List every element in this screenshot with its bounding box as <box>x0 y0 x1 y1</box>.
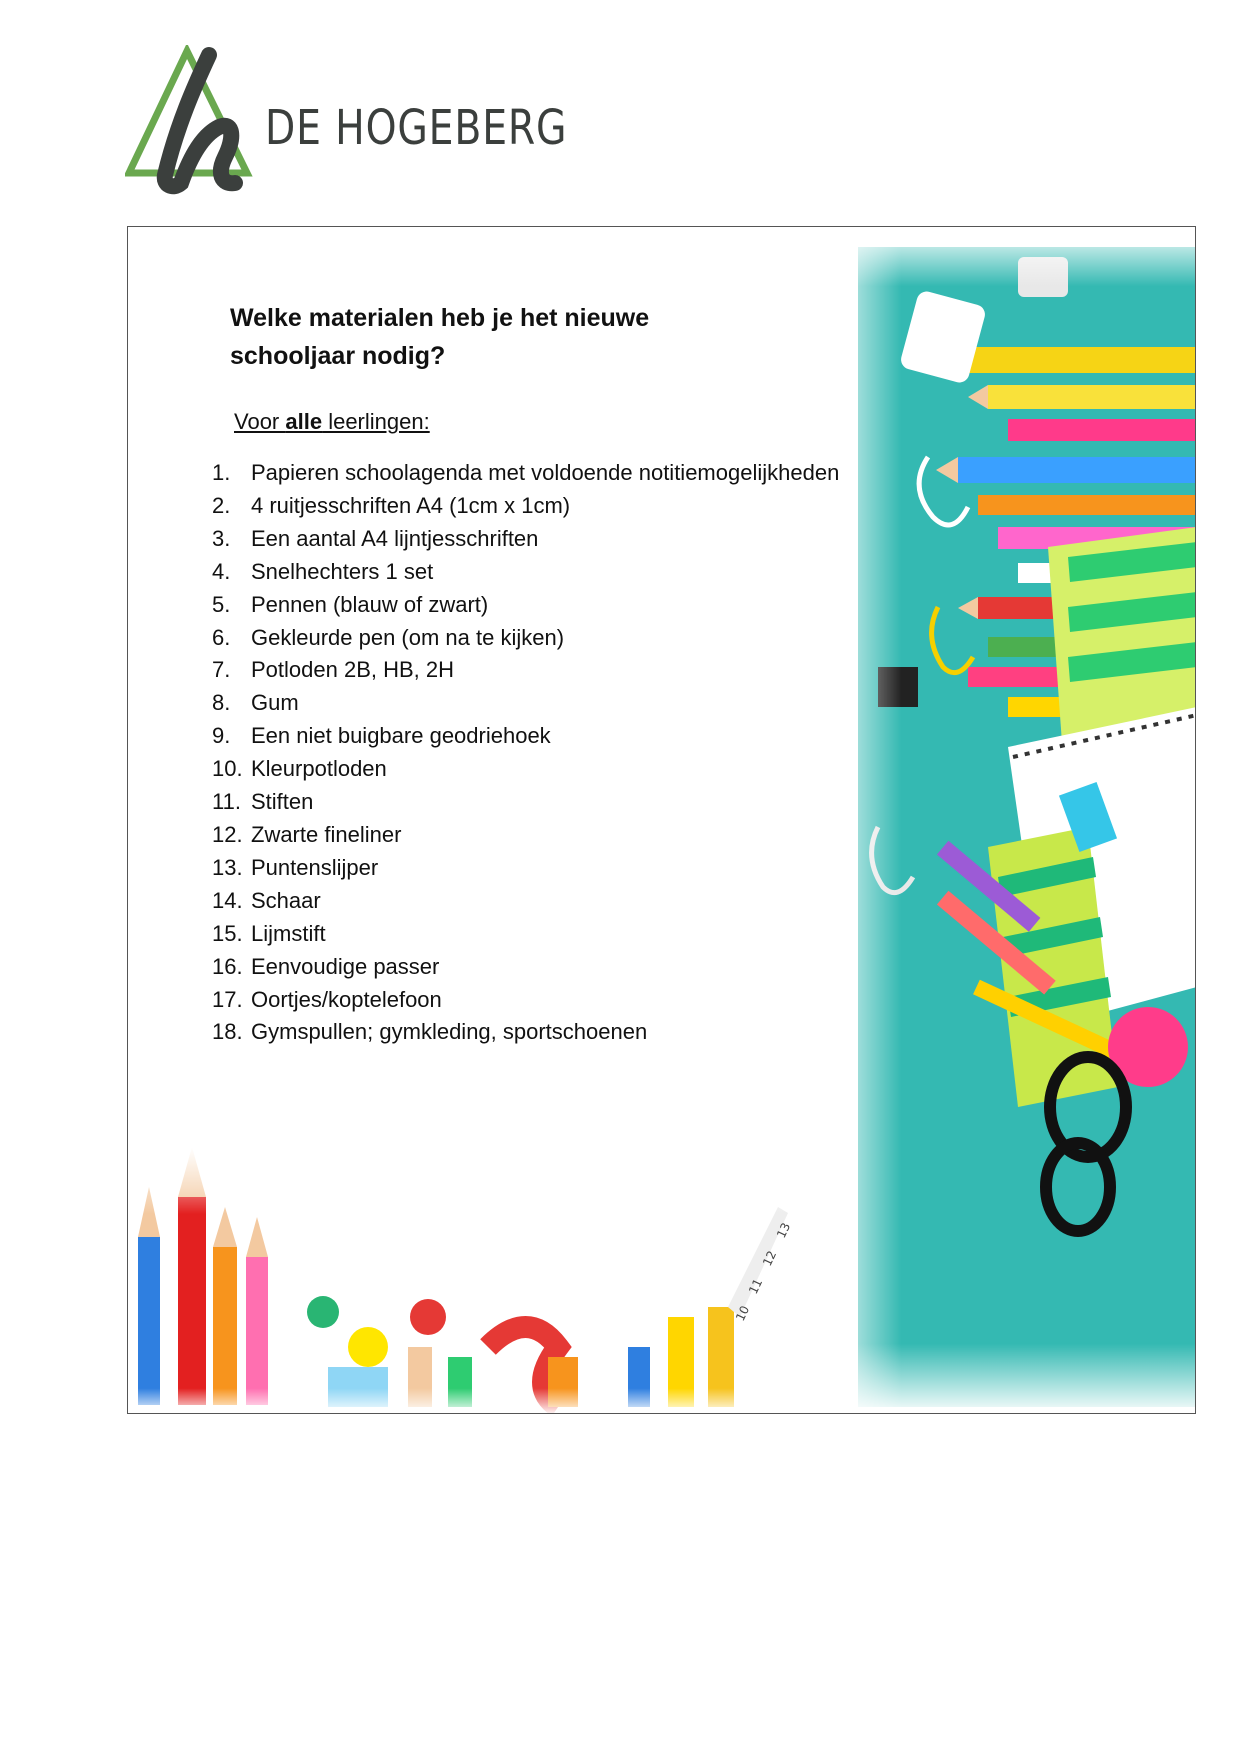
list-item <box>212 951 839 984</box>
list-item <box>212 819 839 852</box>
item-text: Schaar <box>251 887 321 913</box>
list-item <box>212 622 839 655</box>
brand-name: DE HOGEBERG <box>265 100 568 156</box>
list-item <box>212 457 839 490</box>
list-item <box>212 687 839 720</box>
item-number: 4. <box>212 558 231 584</box>
title-line: Welke materialen heb je het nieuwe <box>230 304 650 332</box>
item-text: Gekleurde pen (om na te kijken) <box>251 624 565 650</box>
item-text: Potloden 2B, HB, 2H <box>251 657 455 683</box>
item-text: Lijmstift <box>251 920 326 946</box>
list-item <box>212 523 839 556</box>
subhead-suffix: leerlingen: <box>322 409 430 434</box>
materials-sheet <box>127 226 1196 1414</box>
item-number: 7. <box>212 657 231 683</box>
item-number: 18. <box>212 1019 243 1045</box>
item-text: Zwarte fineliner <box>251 821 402 847</box>
list-item <box>212 720 839 753</box>
item-text: Snelhechters 1 set <box>251 558 434 584</box>
materials-list <box>212 457 839 1049</box>
list-item <box>212 1016 839 1049</box>
list-item <box>212 753 839 786</box>
item-text: Papieren schoolagenda met voldoende notitiemogelijkheden <box>251 460 840 485</box>
list-item <box>212 589 839 622</box>
page-title <box>230 299 750 375</box>
item-number: 13. <box>212 854 243 880</box>
item-number: 15. <box>212 920 243 946</box>
item-number: 11. <box>212 789 241 815</box>
item-text: Een aantal A4 lijntjesschriften <box>251 525 539 551</box>
item-text: Oortjes/koptelefoon <box>251 986 442 1012</box>
item-number: 1. <box>212 460 231 485</box>
list-item <box>212 852 839 885</box>
item-text: Stiften <box>251 789 314 815</box>
list-item <box>212 984 839 1017</box>
item-number: 2. <box>212 492 231 518</box>
list-item <box>212 918 839 951</box>
title-line: schooljaar nodig? <box>230 342 446 370</box>
item-text: Een niet buigbare geodriehoek <box>251 723 551 749</box>
list-item <box>212 654 839 687</box>
item-number: 14. <box>212 887 243 913</box>
item-text: Pennen (blauw of zwart) <box>251 591 489 617</box>
item-text: 4 ruitjesschriften A4 (1cm x 1cm) <box>251 492 571 518</box>
list-item <box>212 885 839 918</box>
item-text: Gymspullen; gymkleding, sportschoenen <box>251 1019 648 1045</box>
item-number: 16. <box>212 953 243 979</box>
item-number: 8. <box>212 690 231 716</box>
subhead-prefix: Voor <box>234 409 286 434</box>
item-text: Gum <box>251 690 299 716</box>
item-number: 10. <box>212 756 243 782</box>
item-number: 9. <box>212 723 231 749</box>
item-number: 17. <box>212 986 243 1012</box>
list-item <box>212 490 839 523</box>
list-item <box>212 556 839 589</box>
item-number: 3. <box>212 525 231 551</box>
item-number: 5. <box>212 591 231 617</box>
subhead-emphasis: alle <box>285 409 323 434</box>
audience-subheading <box>234 409 430 435</box>
item-number: 12. <box>212 821 243 847</box>
item-text: Puntenslijper <box>251 854 379 880</box>
item-number: 6. <box>212 624 231 650</box>
item-text: Eenvoudige passer <box>251 953 440 979</box>
item-text: Kleurpotloden <box>251 756 387 782</box>
list-item <box>212 786 839 819</box>
